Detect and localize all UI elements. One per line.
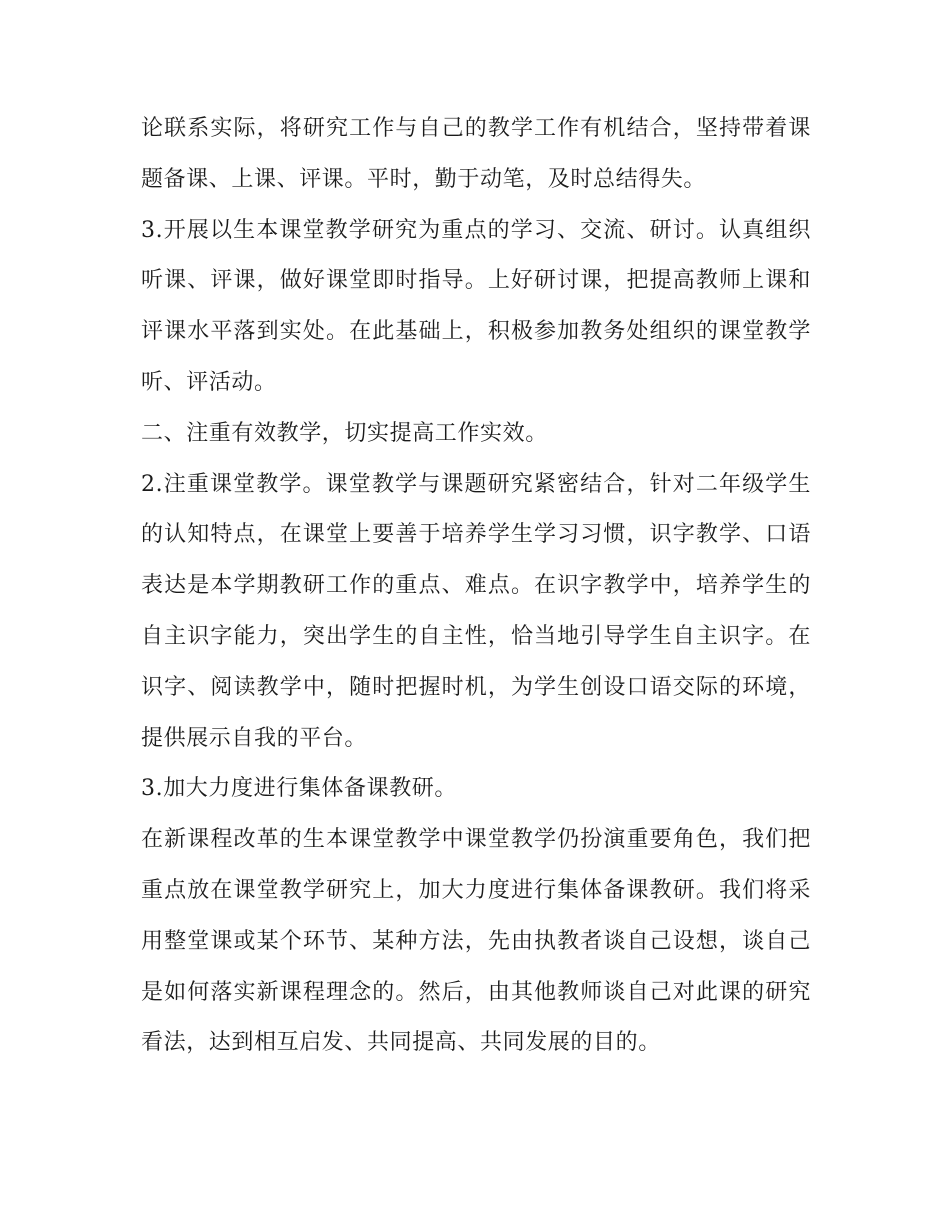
paragraph-item-2-classroom-teaching: 2.注重课堂教学。课堂教学与课题研究紧密结合，针对二年级学生的认知特点，在课堂上要善于培养学生学习习惯，识字教学、口语表达是本学期教研工作的重点、难点。在识字教学中，培养学生的自主识字能力，突出学生的自主性，恰当地引导学生自主识字。在识字、阅读教学中，随时把握时机，为学生创设口语交际的环境，提供展示自我的平台。 <box>141 471 811 751</box>
paragraph-item-3-study-exchange: 3.开展以生本课堂教学研究为重点的学习、交流、研讨。认真组织听课、评课，做好课堂即时指导。上好研讨课，把提高教师上课和评课水平落到实处。在此基础上，积极参加教务处组织的课堂教学听、评活动。 <box>141 217 811 395</box>
paragraph-item-3-collective-lesson-prep: 3.加大力度进行集体备课教研。 <box>141 776 457 802</box>
paragraph-new-curriculum-reform: 在新课程改革的生本课堂教学中课堂教学仍扮演重要角色，我们把重点放在课堂教学研究上，加大力度进行集体备课教研。我们将采用整堂课或某个环节、某种方法，先由执教者谈自己设想，谈自己是如何落实新课程理念的。然后，由其他教师谈自己对此课的研究看法，达到相互启发、共同提高、共同发展的目的。 <box>141 827 811 1056</box>
section-heading-effective-teaching: 二、注重有效教学，切实提高工作实效。 <box>141 420 548 446</box>
document-body <box>141 104 811 1069</box>
paragraph-research-practice: 论联系实际，将研究工作与自己的教学工作有机结合，坚持带着课题备课、上课、评课。平时，勤于动笔，及时总结得失。 <box>141 116 811 192</box>
